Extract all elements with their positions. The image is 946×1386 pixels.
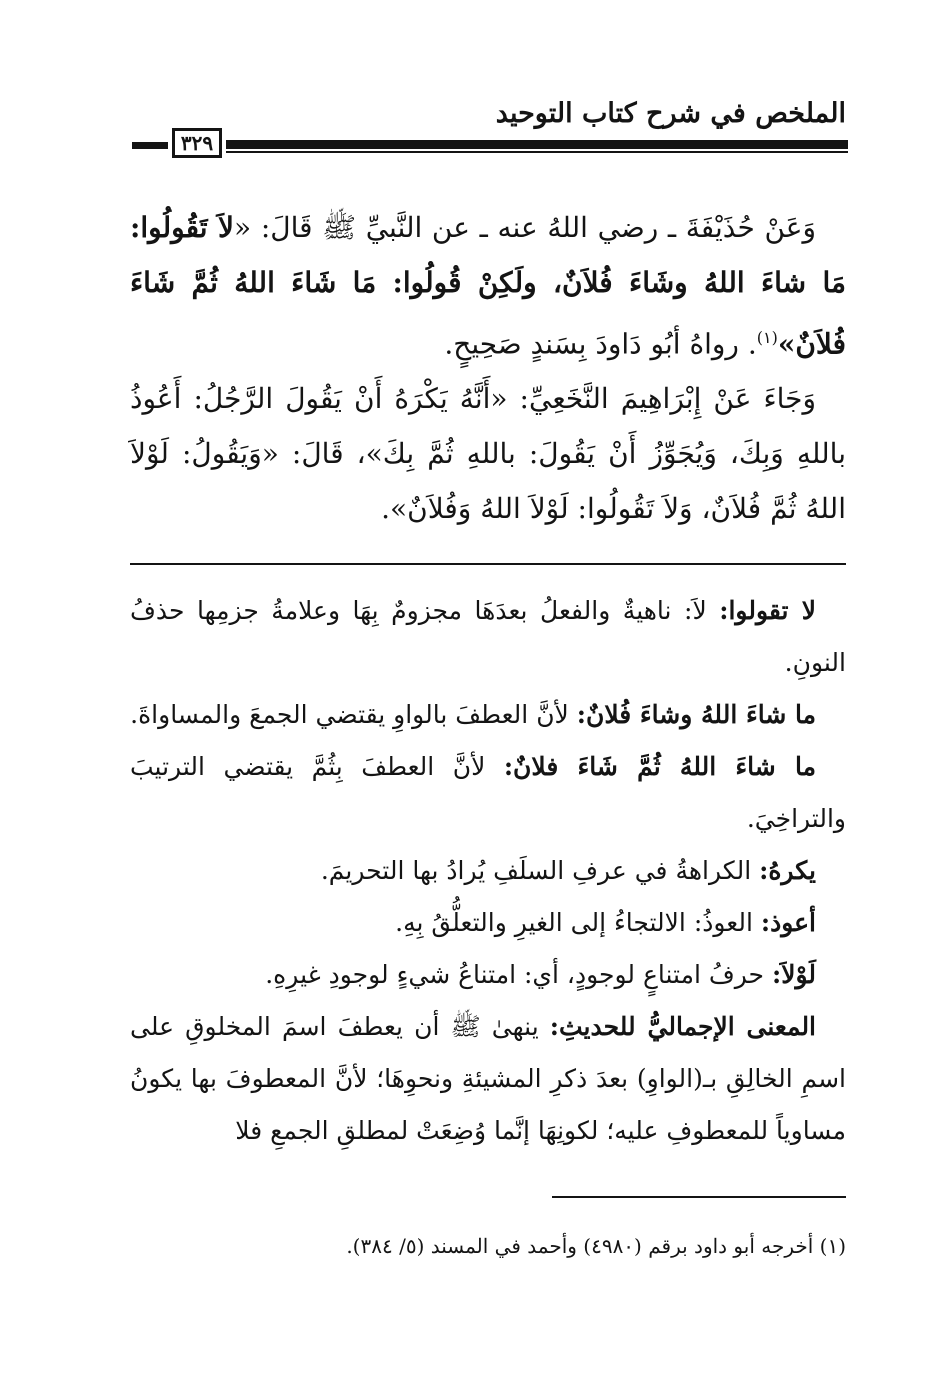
commentary-item: المعنى الإجماليُّ للحديثِ: ينهىٰ ﷺ أن يعطفَ اسمَ المخلوقِ على اسمِ الخالِقِ بـ(الواوِ) بعدَ ذكرِ المشيئةِ ونحوِهَا؛ لأنَّ المعطوفَ بها يكونُ مساوياً للمعطوفِ عليه؛ لكونِهَا إنَّما وُضِعَتْ لمطلقِ الجمعِ فلا (130, 1012, 846, 1145)
commentary-item: لَوْلاَ: حرفُ امتناعٍ لوجودٍ، أي: امتناعُ شيءٍ لوجودِ غيرِهِ. (265, 960, 816, 989)
hadith-text (130, 200, 846, 536)
page-number: ٣٢٩ (172, 128, 222, 158)
header-rule-thin (226, 151, 848, 153)
footnote-divider (552, 1196, 846, 1198)
commentary (130, 585, 846, 1157)
footnote: (١) أخرجه أبو داود برقم (٤٩٨٠) وأحمد في المسند (٥/ ٣٨٤). (346, 1234, 846, 1258)
commentary-item: يكرهُ: الكراهةُ في عرفِ السلَفِ يُرادُ بها التحريمَ. (320, 856, 816, 885)
commentary-item: لا تقولوا: لاَ: ناهيةٌ والفعلُ بعدَهَا مجزومٌ بِهَا وعلامةُ جزمِها حذفُ النونِ. (130, 596, 846, 677)
hadith-paragraph-2: وَجَاءَ عَنْ إِبْرَاهِيمَ النَّخَعِيِّ: «أَنَّهُ يَكْرَهُ أَنْ يَقُولَ الرَّجُلُ: أَعُوذُ باللهِ وَبِكَ، وَيُجَوِّزُ أَنْ يَقُولَ: باللهِ ثُمَّ بِكَ»، قَالَ: «وَيَقُولُ: لَوْلاَ اللهُ ثُمَّ فُلاَنٌ، وَلاَ تَقُولُوا: لَوْلاَ اللهُ وَفُلاَنٌ». (130, 382, 846, 526)
commentary-item: ما شاءَ اللهُ وشاءَ فُلانٌ: لأنَّ العطفَ بالواوِ يقتضي الجمعَ والمساواةَ. (130, 700, 816, 729)
header-rule (226, 140, 848, 149)
commentary-item: أعوذ: العوذُ: الالتجاءُ إلى الغيرِ والتعلُّقُ بِهِ. (395, 908, 816, 937)
hadith-paragraph-1: وَعَنْ حُذَيْفَةَ ـ رضي اللهُ عنه ـ عن النَّبيِّ ﷺ قَالَ: «لاَ تَقُولُوا: مَا شاءَ اللهُ وشَاءَ فُلاَنٌ، ولَكِنْ قُولُوا: مَا شَاءَ اللهُ ثُمَّ شَاءَ فُلاَنٌ»$^{(١)}$. رواهُ أبُو دَاودَ بِسَندٍ صَحِيحٍ. (130, 211, 846, 361)
running-header-title: الملخص في شرح كتاب التوحيد (495, 98, 846, 129)
commentary-item: ما شاءَ اللهُ ثُمَّ شَاءَ فلانٌ: لأنَّ العطفَ بِثُمَّ يقتضي الترتيبَ والتراخِيَ. (130, 752, 846, 833)
section-divider (130, 563, 846, 565)
hadith-quote: لاَ تَقُولُوا: مَا شاءَ اللهُ وشَاءَ فُلاَنٌ، ولَكِنْ قُولُوا: مَا شَاءَ اللهُ ثُمَّ شَاءَ فُلاَنٌ (130, 211, 846, 361)
page-number-dash (132, 142, 168, 149)
footnote-ref: (١) (756, 328, 778, 347)
